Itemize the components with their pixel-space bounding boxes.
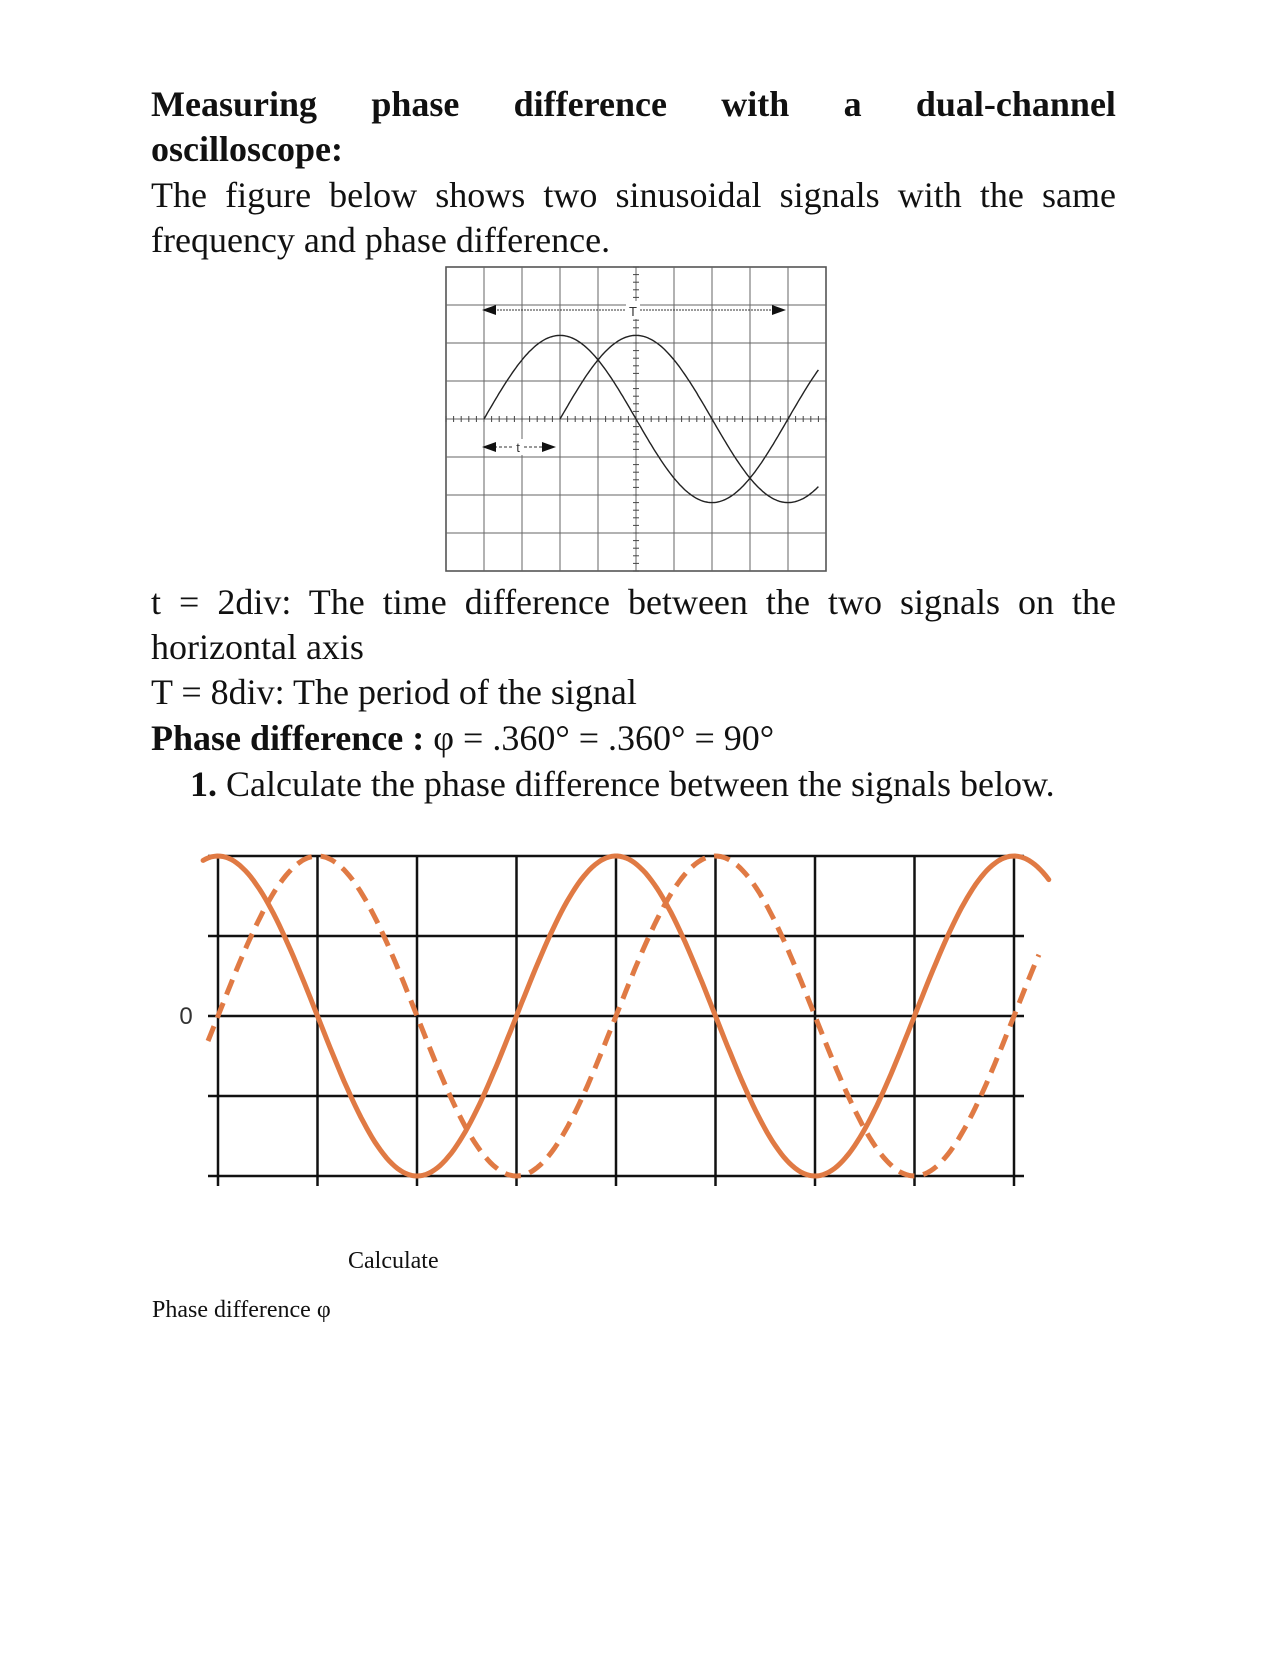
shift-arrow <box>482 439 556 455</box>
section-title <box>151 82 1116 172</box>
title-word: with <box>721 84 790 124</box>
shift-label: t <box>516 440 520 455</box>
calculate-label: Calculate <box>348 1248 439 1274</box>
y-tick-label-zero: 0 <box>179 1003 193 1030</box>
title-word: a <box>843 84 862 124</box>
title-line-1 <box>151 82 1116 127</box>
phase-formula-label: Phase difference : <box>151 718 425 758</box>
question-text: Calculate the phase difference between the signals below. <box>226 764 1055 804</box>
definition-t: t = 2div: The time difference between the two signals on the horizontal axis <box>151 582 1116 667</box>
definition-T: T = 8div: The period of the signal <box>151 672 637 712</box>
phase-formula <box>151 716 1116 761</box>
title-word: dual-channel <box>915 84 1116 124</box>
oscilloscope-figure <box>444 265 827 575</box>
title-word: difference <box>513 84 667 124</box>
question-number: 1. <box>190 764 217 804</box>
title-line-2: oscilloscope: <box>151 129 343 169</box>
period-arrow <box>482 301 786 319</box>
question-1 <box>190 762 1055 807</box>
phase-formula-expression: φ = .360° = .360° = 90° <box>433 718 775 758</box>
definitions <box>151 580 1116 715</box>
title-word: Measuring <box>151 84 317 124</box>
signal-chart <box>170 848 1070 1208</box>
title-word: phase <box>371 84 460 124</box>
phase-difference-answer-label: Phase difference φ <box>152 1297 331 1323</box>
intro-paragraph: The figure below shows two sinusoidal signals with the same frequency and phase difference. <box>151 175 1116 260</box>
period-label: T <box>629 304 637 319</box>
